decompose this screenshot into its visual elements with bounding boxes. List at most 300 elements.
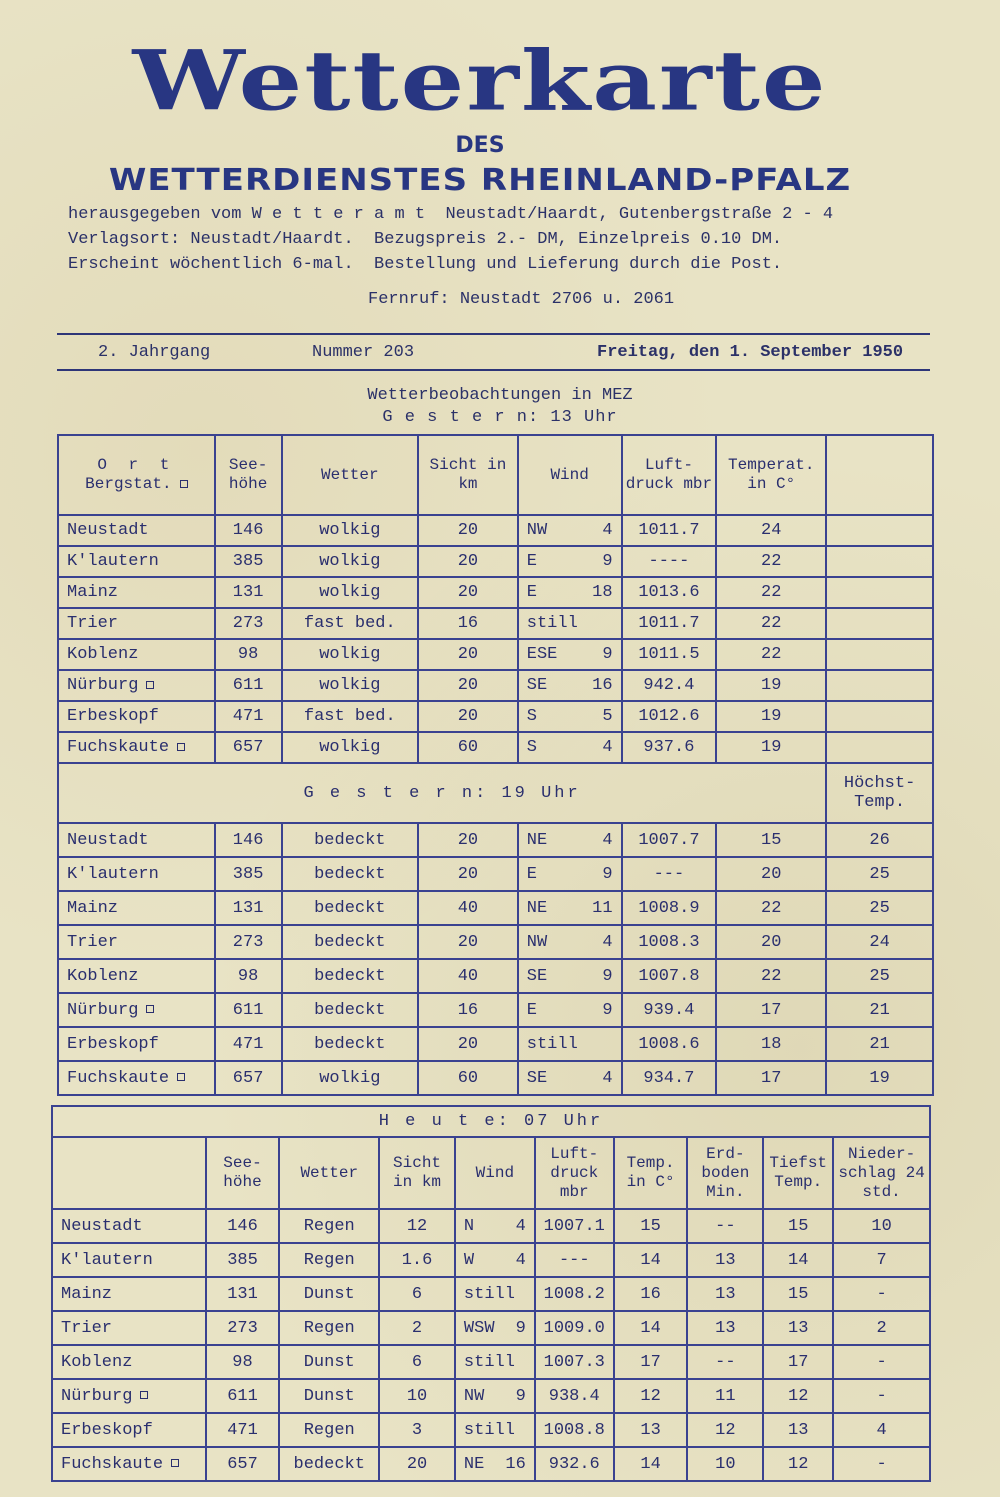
section-row-07 [52,1106,930,1137]
wind-direction: E [526,864,537,884]
air-pressure: 934.7 [622,1061,717,1095]
station-name [52,1311,206,1345]
max-temperature: 21 [826,1027,933,1061]
max-temperature: 21 [826,993,933,1027]
wind-direction: still [526,614,578,633]
weather-condition: wolkig [282,546,419,577]
wind-cell [518,732,622,763]
visibility-km: 6 [379,1277,455,1311]
station-label: Neustadt [67,521,149,540]
wind-cell [518,546,622,577]
observations-title: Wetterbeobachtungen in MEZ [367,386,633,405]
wind-direction: SE [526,966,548,986]
header-ort: O r t [97,456,176,474]
ground-min-temperature: -- [687,1345,763,1379]
air-pressure: 1007.7 [622,823,717,857]
mountain-station-icon [180,480,188,488]
station-label: Nürburg [61,1386,133,1406]
col2-wind: Wind [455,1137,535,1209]
ground-min-temperature: 10 [687,1447,763,1481]
wind-cell [518,823,622,857]
ground-min-temperature: 13 [687,1277,763,1311]
table-row [52,1209,930,1243]
visibility-km: 20 [418,515,518,546]
table-row [58,857,933,891]
station-label: Neustadt [67,830,149,850]
col-wetter: Wetter [282,435,419,515]
wind-direction: E [526,583,537,602]
precipitation-24h: - [833,1345,930,1379]
lowest-temperature: 15 [763,1209,833,1243]
temperature: 20 [716,857,826,891]
wind-speed: 9 [602,864,613,884]
col-temperat: Temperat. in C° [716,435,826,515]
wind-cell [518,577,622,608]
precipitation-24h: 10 [833,1209,930,1243]
sea-level-height: 131 [215,891,282,925]
station-label: Koblenz [67,645,139,664]
ground-min-temperature: 13 [687,1243,763,1277]
air-pressure: 1011.7 [622,515,717,546]
air-pressure: --- [622,857,717,891]
sea-level-height: 98 [206,1345,280,1379]
station-label: Neustadt [61,1216,143,1236]
station-name [52,1447,206,1481]
station-label: Fuchskaute [61,1454,164,1474]
station-label: Nürburg [67,1000,139,1020]
wind-cell [518,515,622,546]
station-label: Erbeskopf [67,707,159,726]
sea-level-height: 611 [206,1379,280,1413]
sea-level-height: 471 [215,701,282,732]
weather-condition: bedeckt [282,857,419,891]
table-row [58,891,933,925]
max-temperature [826,608,933,639]
weather-condition: bedeckt [282,925,419,959]
col2-tiefst: Tiefst Temp. [763,1137,833,1209]
station-name [58,670,215,701]
temperature: 19 [716,670,826,701]
air-pressure: 1007.3 [535,1345,614,1379]
wind-cell [455,1413,535,1447]
visibility-km: 60 [418,1061,518,1095]
air-pressure: 1008.3 [622,925,717,959]
jahrgang: 2. Jahrgang [98,343,211,362]
mountain-station-icon [177,743,185,751]
wind-direction: SE [526,676,548,695]
table-row [52,1243,930,1277]
wind-direction: N [463,1216,475,1236]
air-pressure: 1008.6 [622,1027,717,1061]
header-bergstat: Bergstat. [59,475,214,494]
air-pressure: 1008.9 [622,891,717,925]
temperature: 18 [716,1027,826,1061]
station-label: Mainz [67,898,119,918]
sea-level-height: 131 [215,577,282,608]
wind-speed: 16 [592,676,613,695]
ground-min-temperature: 12 [687,1413,763,1447]
wind-direction: W [463,1250,475,1270]
wind-direction: NW [526,521,548,540]
wind-speed: 16 [505,1454,526,1474]
col2-wetter: Wetter [279,1137,379,1209]
weather-condition: wolkig [282,732,419,763]
weather-condition: Dunst [279,1277,379,1311]
station-name [52,1413,206,1447]
visibility-km: 20 [418,546,518,577]
temperature: 14 [614,1447,688,1481]
wind-speed: 9 [602,645,613,664]
mountain-station-icon [177,1073,185,1081]
wind-speed: 5 [602,707,613,726]
wind-direction: still [463,1284,515,1304]
table-row [58,639,933,670]
ground-min-temperature: -- [687,1209,763,1243]
wind-direction: E [526,552,537,571]
wind-cell [518,959,622,993]
station-name [52,1379,206,1413]
temperature: 19 [716,732,826,763]
visibility-km: 12 [379,1209,455,1243]
station-label: Trier [67,614,119,633]
station-name [58,546,215,577]
temperature: 15 [716,823,826,857]
table-row [58,925,933,959]
temperature: 14 [614,1243,688,1277]
sea-level-height: 385 [215,546,282,577]
table-row [58,823,933,857]
station-label: Nürburg [67,676,139,695]
col2-ort [52,1137,206,1209]
station-label: Koblenz [61,1352,133,1372]
station-label: Erbeskopf [61,1420,153,1440]
visibility-km: 2 [379,1311,455,1345]
weather-condition: fast bed. [282,608,419,639]
section-row-19 [58,763,933,823]
col-luftdruck: Luft- druck mbr [622,435,717,515]
station-name [58,608,215,639]
sea-level-height: 98 [215,639,282,670]
yesterday-19-title: G e s t e r n: 19 Uhr [58,763,826,823]
air-pressure: 939.4 [622,993,717,1027]
temperature: 16 [614,1277,688,1311]
col2-seehoehe: See- höhe [206,1137,280,1209]
mountain-station-icon [146,1005,154,1013]
wind-speed: 9 [515,1386,526,1406]
air-pressure: 1009.0 [535,1311,614,1345]
weather-condition: Regen [279,1243,379,1277]
lowest-temperature: 13 [763,1413,833,1447]
weather-condition: bedeckt [282,959,419,993]
visibility-km: 20 [418,925,518,959]
nummer-label: Nummer [312,343,374,362]
weather-condition: wolkig [282,577,419,608]
visibility-km: 20 [418,1027,518,1061]
max-temperature: 25 [826,891,933,925]
temperature: 22 [716,891,826,925]
table-row [58,670,933,701]
wind-speed: 4 [602,932,613,952]
station-name [58,639,215,670]
col2-niederschlag: Nieder- schlag 24 std. [833,1137,930,1209]
wind-direction: WSW [463,1318,495,1338]
station-label: Trier [67,932,119,952]
max-temperature: 19 [826,1061,933,1095]
weather-condition: bedeckt [282,823,419,857]
observations-table-yesterday [57,434,934,1096]
sea-level-height: 146 [206,1209,280,1243]
max-temperature [826,577,933,608]
lowest-temperature: 13 [763,1311,833,1345]
wind-speed: 9 [602,1000,613,1020]
station-label: Fuchskaute [67,738,170,757]
wind-cell [518,608,622,639]
temperature: 14 [614,1311,688,1345]
wind-cell [455,1379,535,1413]
col2-sicht: Sicht in km [379,1137,455,1209]
table-row [58,701,933,732]
wind-direction: NE [463,1454,485,1474]
table-row [52,1345,930,1379]
ground-min-temperature: 11 [687,1379,763,1413]
sea-level-height: 385 [215,857,282,891]
visibility-km: 20 [379,1447,455,1481]
weather-condition: Dunst [279,1345,379,1379]
lowest-temperature: 12 [763,1379,833,1413]
sea-level-height: 146 [215,823,282,857]
visibility-km: 20 [418,670,518,701]
precipitation-24h: 4 [833,1413,930,1447]
yesterday-13-title: G e s t e r n: 13 Uhr [382,408,618,427]
wind-speed: 9 [515,1318,526,1338]
temperature: 13 [614,1413,688,1447]
station-label: K'lautern [67,552,159,571]
precipitation-24h: - [833,1447,930,1481]
max-temperature [826,701,933,732]
wind-direction: NW [463,1386,485,1406]
sea-level-height: 471 [215,1027,282,1061]
max-temperature [826,546,933,577]
air-pressure: 937.6 [622,732,717,763]
wind-direction: still [463,1420,515,1440]
weather-condition: Regen [279,1311,379,1345]
max-temperature [826,670,933,701]
wind-direction: E [526,1000,537,1020]
station-name [58,891,215,925]
sea-level-height: 657 [215,732,282,763]
weather-condition: bedeckt [282,1027,419,1061]
sea-level-height: 611 [215,670,282,701]
temperature: 15 [614,1209,688,1243]
wind-cell [518,993,622,1027]
station-label: Erbeskopf [67,1034,159,1054]
air-pressure: 1013.6 [622,577,717,608]
wind-speed: 4 [515,1250,526,1270]
station-name [58,732,215,763]
max-temperature: 24 [826,925,933,959]
wind-cell [518,639,622,670]
masthead-subtitle: WETTERDIENSTES RHEINLAND-PFALZ [108,162,852,198]
precipitation-24h: 2 [833,1311,930,1345]
max-temperature [826,515,933,546]
table-row [52,1379,930,1413]
station-label: K'lautern [67,864,159,884]
sea-level-height: 657 [206,1447,280,1481]
sea-level-height: 471 [206,1413,280,1447]
mountain-station-icon [140,1391,148,1399]
visibility-km: 3 [379,1413,455,1447]
visibility-km: 20 [418,857,518,891]
station-label: Koblenz [67,966,139,986]
air-pressure: 938.4 [535,1379,614,1413]
table-row [58,577,933,608]
air-pressure: 1007.1 [535,1209,614,1243]
table-row [52,1311,930,1345]
nummer-value: 203 [383,343,415,362]
weather-condition: Regen [279,1413,379,1447]
visibility-km: 16 [418,993,518,1027]
station-name [58,857,215,891]
issue-date: Freitag, den 1. September 1950 [597,343,904,362]
weather-condition: wolkig [282,1061,419,1095]
table-row [52,1277,930,1311]
wind-speed: 4 [602,738,613,757]
top-rule [57,333,930,335]
visibility-km: 1.6 [379,1243,455,1277]
temperature: 22 [716,608,826,639]
wind-speed: 11 [592,898,613,918]
wind-direction: ESE [526,645,558,664]
temperature: 22 [716,959,826,993]
station-name [58,577,215,608]
max-temperature: 25 [826,959,933,993]
wind-direction: NW [526,932,548,952]
air-pressure: 1008.8 [535,1413,614,1447]
visibility-km: 40 [418,959,518,993]
visibility-km: 20 [418,639,518,670]
max-temperature [826,732,933,763]
wind-speed: 9 [602,552,613,571]
table2-header-row [52,1137,930,1209]
station-name [58,925,215,959]
wind-cell [518,1061,622,1095]
weather-condition: Regen [279,1209,379,1243]
wind-speed: 4 [602,521,613,540]
air-pressure: 1007.8 [622,959,717,993]
wind-cell [455,1209,535,1243]
station-name [52,1345,206,1379]
mountain-station-icon [146,681,154,689]
temperature: 17 [716,1061,826,1095]
weather-condition: bedeckt [282,993,419,1027]
visibility-km: 40 [418,891,518,925]
station-label: Mainz [61,1284,113,1304]
col-wind: Wind [518,435,622,515]
col-seehoehe: See- höhe [215,435,282,515]
col2-luftdruck: Luft- druck mbr [535,1137,614,1209]
weather-condition: bedeckt [279,1447,379,1481]
wind-cell [518,670,622,701]
wind-speed: 4 [515,1216,526,1236]
max-temperature: 25 [826,857,933,891]
lowest-temperature: 14 [763,1243,833,1277]
station-name [52,1243,206,1277]
precipitation-24h: - [833,1379,930,1413]
temperature: 19 [716,701,826,732]
table-row [58,608,933,639]
wind-cell [455,1447,535,1481]
weather-condition: fast bed. [282,701,419,732]
col-hoechst-empty [826,435,933,515]
wind-direction: still [463,1352,515,1372]
wind-direction: NE [526,830,548,850]
sea-level-height: 273 [215,608,282,639]
wind-cell [518,925,622,959]
table-row [58,959,933,993]
masthead-des: DES [455,133,505,158]
lowest-temperature: 12 [763,1447,833,1481]
weather-condition: wolkig [282,515,419,546]
air-pressure: 1011.5 [622,639,717,670]
sea-level-height: 611 [215,993,282,1027]
table-row [58,515,933,546]
table-row [58,1061,933,1095]
precipitation-24h: - [833,1277,930,1311]
temperature: 22 [716,577,826,608]
col-ort [58,435,215,515]
temperature: 20 [716,925,826,959]
wind-cell [518,701,622,732]
frequency-line: Erscheint wöchentlich 6-mal. Bestellung und Lieferung durch die Post. [68,255,783,274]
wind-cell [455,1345,535,1379]
precipitation-24h: 7 [833,1243,930,1277]
wind-cell [455,1277,535,1311]
mountain-station-icon [171,1459,179,1467]
wind-speed: 9 [602,966,613,986]
air-pressure: 1011.7 [622,608,717,639]
wind-cell [518,857,622,891]
station-name [58,515,215,546]
air-pressure: --- [535,1243,614,1277]
wind-cell [518,891,622,925]
publisher-line: herausgegeben vom W e t t e r a m t Neustadt/Haardt, Gutenbergstraße 2 - 4 [68,205,834,224]
station-name [58,701,215,732]
header-hoechst: Höchst- Temp. [826,763,933,823]
visibility-km: 6 [379,1345,455,1379]
sea-level-height: 657 [215,1061,282,1095]
publication-line: Verlagsort: Neustadt/Haardt. Bezugspreis 2.- DM, Einzelpreis 0.10 DM. [68,230,783,249]
weather-condition: Dunst [279,1379,379,1413]
wind-direction: still [526,1034,578,1054]
wind-cell [455,1243,535,1277]
temperature: 22 [716,546,826,577]
station-name [58,823,215,857]
wind-direction: S [526,707,537,726]
col-sicht: Sicht in km [418,435,518,515]
temperature: 22 [716,639,826,670]
weather-condition: wolkig [282,670,419,701]
masthead-title: Wetterkarte [132,32,828,130]
temperature: 17 [716,993,826,1027]
station-name [58,1027,215,1061]
temperature: 24 [716,515,826,546]
weather-condition: wolkig [282,639,419,670]
bottom-rule [57,369,930,371]
sea-level-height: 131 [206,1277,280,1311]
max-temperature [826,639,933,670]
nummer [312,343,414,362]
col2-erdboden: Erd- boden Min. [687,1137,763,1209]
